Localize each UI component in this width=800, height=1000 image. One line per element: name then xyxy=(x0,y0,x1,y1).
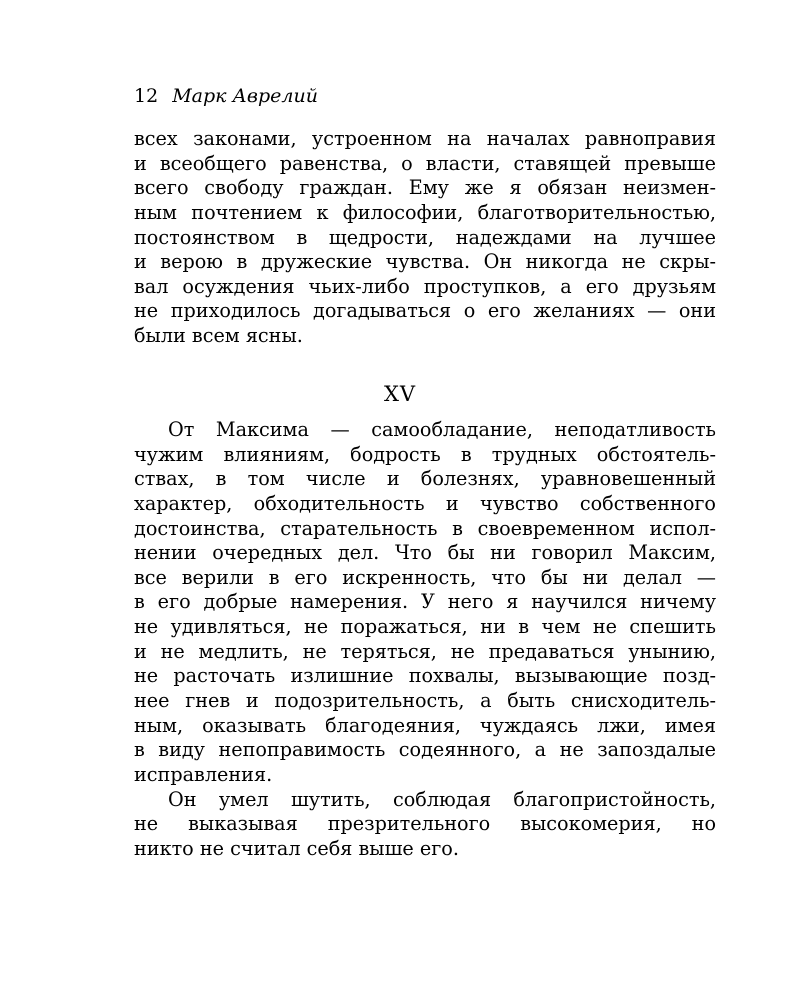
text-line: характер, обходительность и чувство собственного xyxy=(134,491,716,515)
text-line: ным, оказывать благодеяния, чуждаясь лжи, имея xyxy=(134,713,716,737)
section-body xyxy=(134,418,716,862)
text-line: достоинства, старательность в своевременном испол- xyxy=(134,516,716,540)
text-line: Он умел шутить, соблюдая благопристойность, xyxy=(168,787,716,811)
text-line: не удивляться, не поражаться, ни в чем не спешить xyxy=(134,615,716,639)
text-line: постоянством в щедрости, надеждами на лучшее xyxy=(134,225,716,249)
paragraph xyxy=(134,418,716,788)
text-line: не выказывая презрительного высокомерия, но xyxy=(134,812,716,836)
text-line: всех законами, устроенном на началах равноправия xyxy=(134,127,716,150)
text-line: чужим влияниям, бодрость в трудных обстоятель- xyxy=(134,442,716,466)
text-line: не приходилось догадываться о его желаниях — они xyxy=(134,299,716,323)
text-line: и верою в дружеские чувства. Он никогда не скры- xyxy=(134,250,716,274)
text-line: не расточать излишние похвалы, вызывающие позд- xyxy=(134,664,716,688)
text-line: нее гнев и подозрительность, а быть снисходитель- xyxy=(134,689,716,713)
running-head xyxy=(134,83,318,109)
text-line: ным почтением к философии, благотворительностью, xyxy=(134,200,716,224)
book-author: Марк Аврелий xyxy=(172,85,318,107)
text-line: всего свободу граждан. Ему же я обязан неизмен- xyxy=(134,176,716,200)
text-line: ствах, в том числе и болезнях, уравновешенный xyxy=(134,467,716,491)
paragraph-continued xyxy=(134,127,716,349)
text-line: вал осуждения чьих-либо проступков, а его друзьям xyxy=(134,274,716,298)
text-line: в виду непоправимость содеянного, а не запоздалые xyxy=(134,738,716,762)
text-line: и не медлить, не теряться, не предаваться унынию, xyxy=(134,639,716,663)
text-line: в его добрые намерения. У него я научился ничему xyxy=(134,590,716,614)
section-heading: XV xyxy=(383,382,417,406)
text-line: нении очередных дел. Что бы ни говорил Максим, xyxy=(134,541,716,565)
text-line: и всеобщего равенства, о власти, ставящей превыше xyxy=(134,151,716,175)
text-line: все верили в его искренность, что бы ни делал — xyxy=(134,565,716,589)
paragraph xyxy=(134,788,716,862)
text-line: исправления. xyxy=(134,762,273,786)
text-line: никто не считал себя выше его. xyxy=(134,836,459,860)
text-line: были всем ясны. xyxy=(134,324,303,348)
text-line: От Максима — самообладание, неподатливость xyxy=(168,418,716,441)
page-number: 12 xyxy=(134,85,159,107)
